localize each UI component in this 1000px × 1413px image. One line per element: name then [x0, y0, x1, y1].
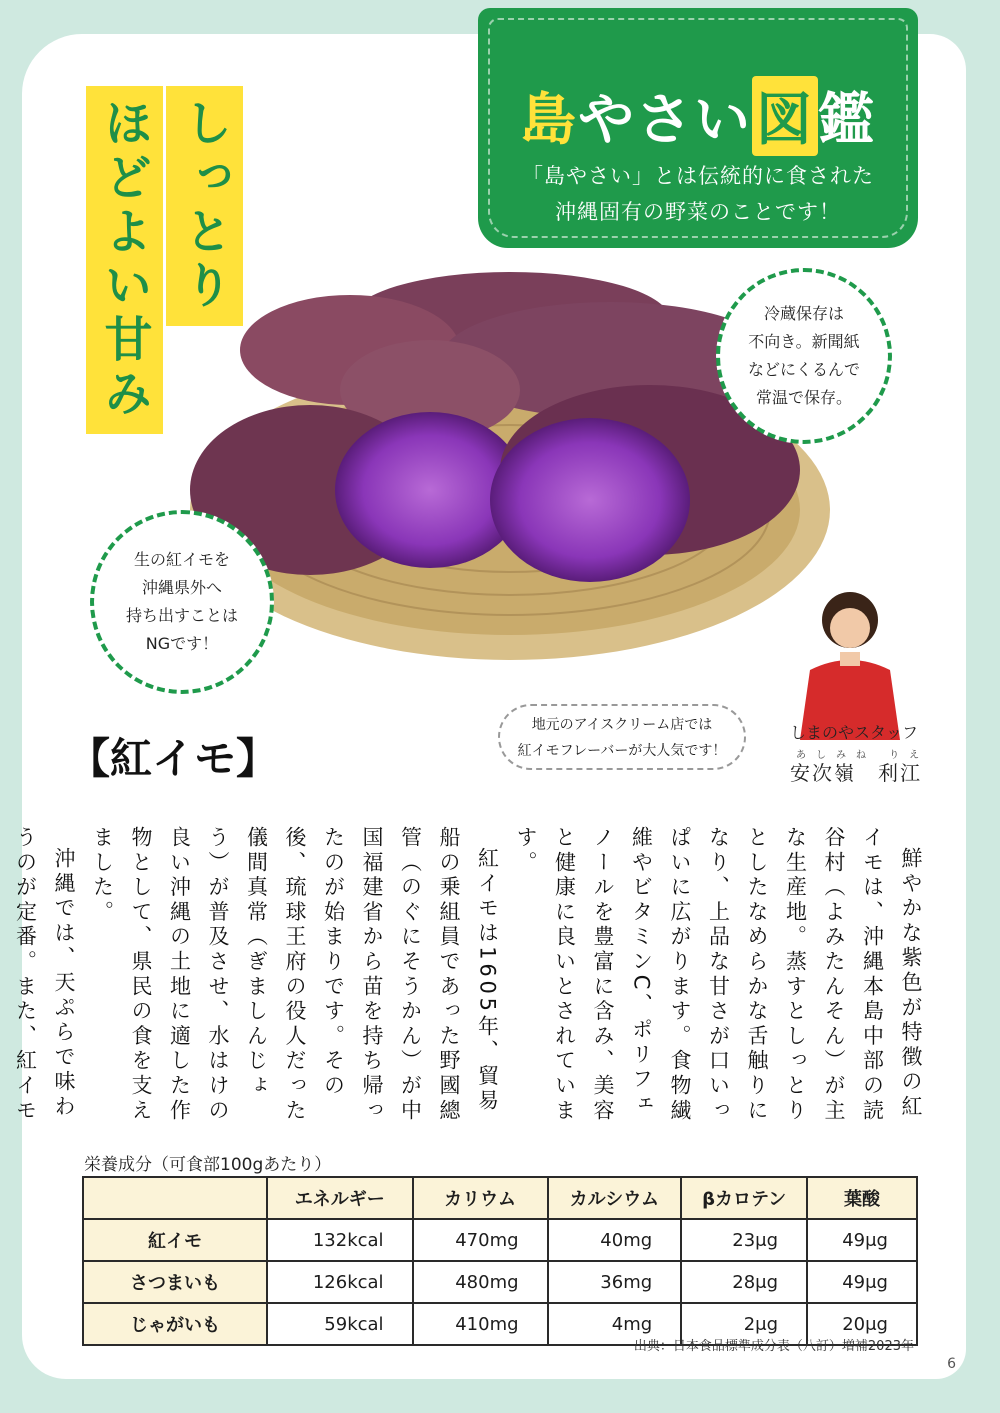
export-tip-bubble: 生の紅イモを 沖縄県外へ 持ち出すことは NGです！	[90, 510, 274, 694]
page-title: 島やさい図鑑	[478, 76, 918, 156]
table-header-row: エネルギー カリウム カルシウム βカロテン 葉酸	[83, 1177, 917, 1219]
staff-portrait	[770, 580, 930, 740]
staff-role: しまのやスタッフ	[790, 723, 919, 742]
nutrition-caption: 栄養成分（可食部100gあたり）	[84, 1155, 332, 1175]
header-banner	[478, 8, 918, 248]
article-paragraph: 沖縄では、天ぷらで味わうのが定番。また、紅イモ	[13, 826, 76, 1124]
article-paragraph: 紅イモは1605年、貿易船の乗組員であった野國總管（のぐにそうかん）が中国福建省から苗を持ち帰ったのが始まりです。その後、琉球王府の役人だった儀間真常（ぎましんじょう）が普及させ、水はけの良い沖縄の土地に適した作物として、県民の食を支えました。	[90, 826, 500, 1124]
nutrition-table	[82, 1176, 918, 1346]
table-row: じゃがいも 59kcal 410mg 4mg 2μg 20μg	[83, 1303, 917, 1345]
catchphrase-line1: しっとり	[166, 86, 243, 326]
page-number: 6	[947, 1356, 956, 1372]
table-row: 紅イモ 132kcal 470mg 40mg 23μg 49μg	[83, 1219, 917, 1261]
staff-name: 安次嶺 利江	[790, 761, 922, 785]
table-row: さつまいも 126kcal 480mg 36mg 28μg 49μg	[83, 1261, 917, 1303]
article-body	[13, 826, 930, 1126]
staff-comment: 地元のアイスクリーム店では 紅イモフレーバーが大人気です！	[498, 704, 746, 770]
section-title: 【紅イモ】	[68, 734, 279, 783]
article-paragraph: 鮮やかな紫色が特徴の紅イモは、沖縄本島中部の読谷村（よみたんそん）が主な生産地。蒸すとしっとりとしたなめらかな舌触りになり、上品な甘さが口いっぱいに広がります。食物繊維やビタミンC、ポリフェノールを豊富に含み、美容と健康に良いとされています。	[514, 826, 923, 1124]
staff-name-ruby: あしみね りえ	[796, 750, 930, 761]
storage-tip-bubble: 冷蔵保存は 不向き。新聞紙 などにくるんで 常温で保存。	[716, 268, 892, 444]
page-subtitle: 「島やさい」とは伝統的に食された 沖縄固有の野菜のことです！	[522, 164, 874, 224]
catchphrase-line2: ほどよい甘み	[86, 86, 163, 434]
source-note: 出典：日本食品標準成分表（八訂）増補2023年	[633, 1339, 914, 1354]
